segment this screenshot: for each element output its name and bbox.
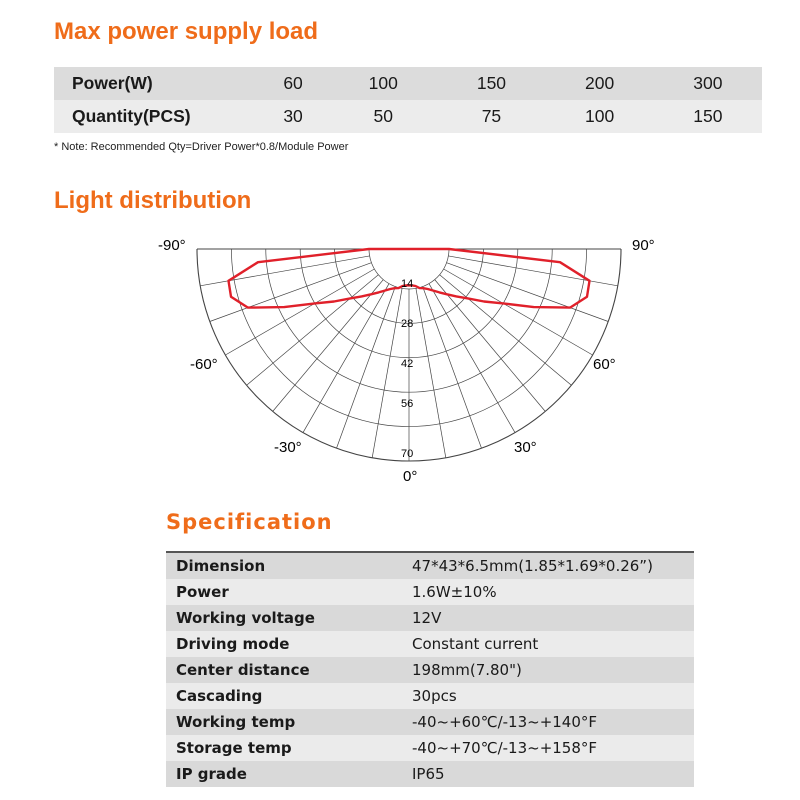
polar-spoke — [336, 287, 395, 449]
angle-label-neg60: -60° — [190, 356, 218, 373]
polar-spoke — [440, 275, 572, 386]
polar-spoke — [423, 287, 482, 449]
angle-label-neg90: -90° — [158, 237, 186, 254]
table-row — [166, 552, 694, 579]
spec-key: Storage temp — [176, 739, 292, 757]
quantity-row-label: Quantity(PCS) — [72, 106, 191, 126]
polar-spoke — [210, 263, 372, 322]
specification-title: Specification — [166, 510, 333, 534]
radial-label: 42 — [401, 358, 414, 370]
polar-spoke — [273, 280, 384, 412]
spec-key: Cascading — [176, 687, 263, 705]
spec-value: 12V — [412, 609, 442, 627]
max-power-load-title: Max power supply load — [54, 18, 319, 45]
table-row — [166, 735, 694, 761]
angle-label-pos60: 60° — [593, 356, 616, 373]
power-load-table — [54, 67, 762, 133]
quantity-cell: 75 — [481, 106, 502, 126]
power-cell: 300 — [693, 73, 723, 93]
spec-key: Dimension — [176, 557, 266, 575]
polar-spoke — [447, 263, 609, 322]
spec-key: Working temp — [176, 713, 296, 731]
load-note: * Note: Recommended Qty=Driver Power*0.8/Module Power — [54, 141, 349, 153]
polar-spoke — [247, 275, 379, 386]
polar-spoke — [416, 288, 446, 457]
table-row — [166, 709, 694, 735]
radial-label: 56 — [401, 398, 414, 410]
power-cell: 150 — [476, 73, 507, 93]
spec-key: Center distance — [176, 661, 310, 679]
spec-key: IP grade — [176, 765, 247, 783]
table-row — [54, 67, 762, 100]
table-row — [166, 605, 694, 631]
quantity-cell: 100 — [585, 106, 615, 126]
angle-label-zero: 0° — [403, 468, 418, 485]
power-cell: 60 — [283, 73, 303, 93]
spec-value: 47*43*6.5mm(1.85*1.69*0.26”) — [412, 557, 653, 575]
spec-value: -40~+60℃/-13~+140°F — [412, 713, 598, 731]
polar-spoke — [448, 256, 617, 286]
spec-value: 198mm(7.80") — [412, 661, 522, 679]
table-row — [166, 761, 694, 787]
angle-label-pos90: 90° — [632, 237, 655, 254]
polar-light-distribution-chart — [150, 225, 670, 495]
spec-key: Driving mode — [176, 635, 290, 653]
quantity-cell: 30 — [283, 106, 303, 126]
table-row — [166, 683, 694, 709]
spec-value: 1.6W±10% — [412, 583, 497, 601]
polar-spoke — [200, 256, 369, 286]
spec-key: Power — [176, 583, 229, 601]
spec-value: 30pcs — [412, 687, 457, 705]
quantity-cell: 50 — [373, 106, 393, 126]
radial-label: 28 — [401, 318, 414, 330]
table-row — [54, 100, 762, 133]
table-row — [166, 657, 694, 683]
light-distribution-title: Light distribution — [54, 187, 252, 214]
specification-table — [166, 551, 694, 787]
spec-value: Constant current — [412, 635, 539, 653]
spec-value: IP65 — [412, 765, 445, 783]
quantity-cell: 150 — [693, 106, 723, 126]
power-cell: 100 — [368, 73, 398, 93]
power-row-label: Power(W) — [72, 73, 153, 93]
polar-spoke — [435, 280, 546, 412]
radial-label: 70 — [401, 448, 414, 460]
spec-value: -40~+70℃/-13~+158°F — [412, 739, 598, 757]
angle-label-neg30: -30° — [274, 439, 302, 456]
polar-spoke — [372, 288, 402, 457]
radial-label: 14 — [401, 278, 414, 290]
power-cell: 200 — [585, 73, 615, 93]
table-row — [166, 579, 694, 605]
angle-label-pos30: 30° — [514, 439, 537, 456]
spec-key: Working voltage — [176, 609, 315, 627]
table-row — [166, 631, 694, 657]
